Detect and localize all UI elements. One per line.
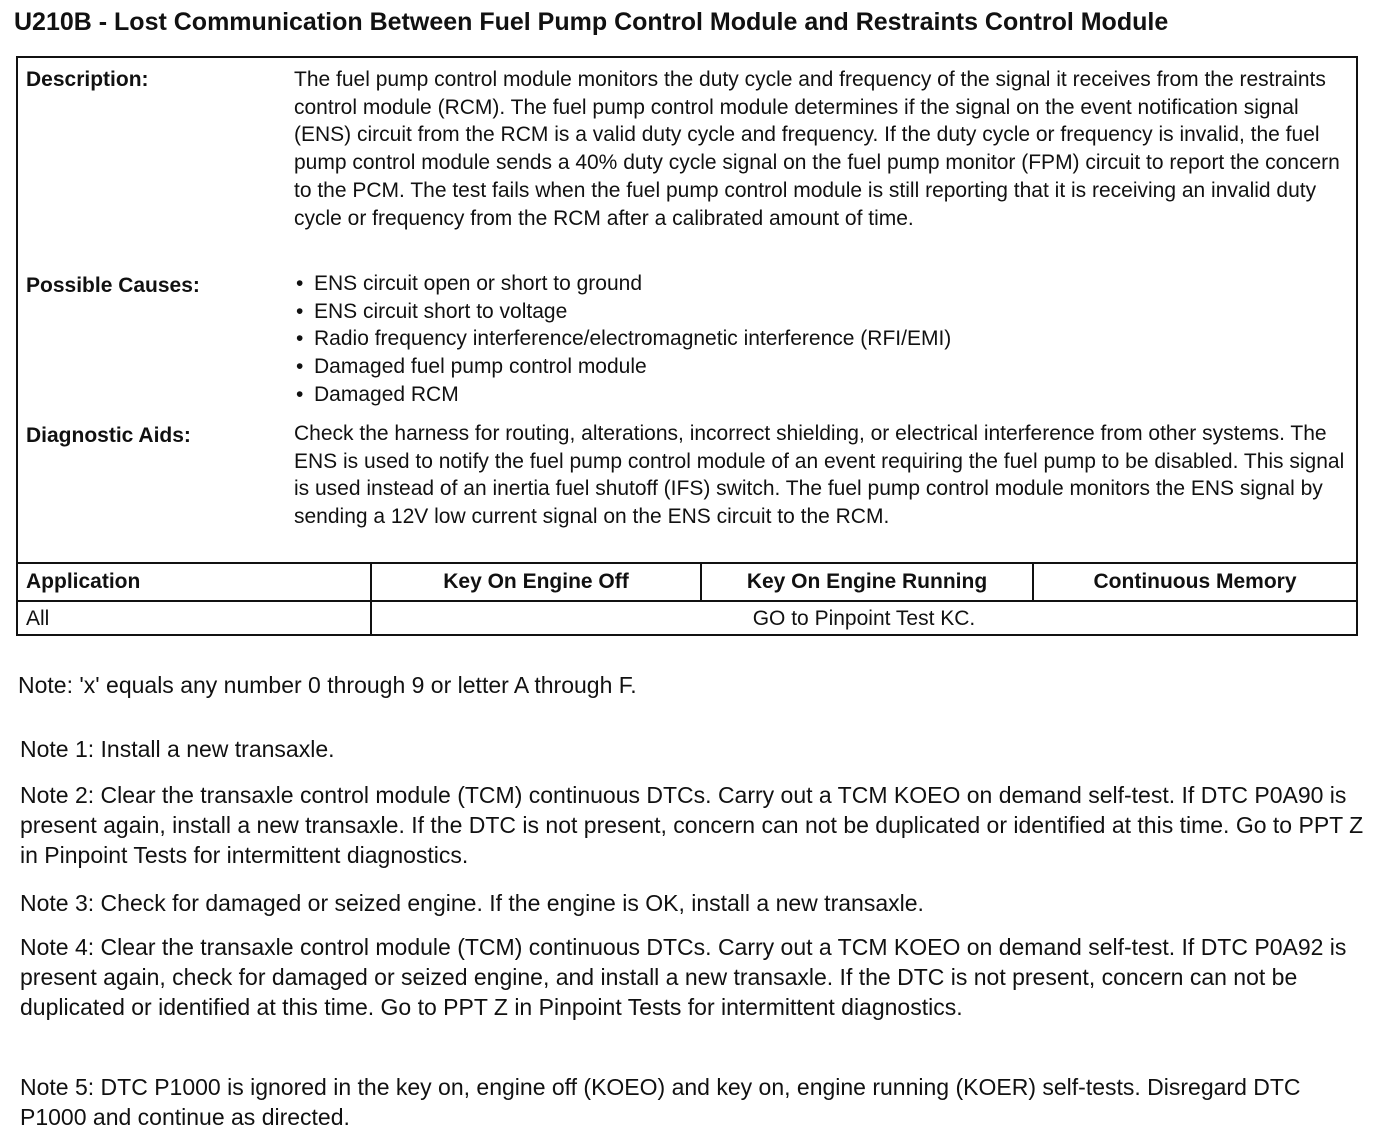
cause-item: • Damaged RCM xyxy=(294,381,1346,409)
cell-application: All xyxy=(26,607,50,630)
note-1: Note 1: Install a new transaxle. xyxy=(20,736,335,762)
dtc-info-box xyxy=(16,56,1358,636)
cause-item: • ENS circuit short to voltage xyxy=(294,298,1346,326)
description-label: Description: xyxy=(26,68,149,91)
cause-item: • Damaged fuel pump control module xyxy=(294,353,1346,381)
note-x: Note: 'x' equals any number 0 through 9 or letter A through F. xyxy=(18,672,637,698)
pinpoint-test-link[interactable]: GO to Pinpoint Test KC. xyxy=(752,607,976,630)
possible-causes-list xyxy=(294,270,1346,409)
header-application: Application xyxy=(26,570,141,593)
application-table-header xyxy=(18,562,1356,600)
note-3: Note 3: Check for damaged or seized engine. If the engine is OK, install a new transaxle. xyxy=(20,890,924,916)
table-row xyxy=(18,600,1356,636)
note-2: Note 2: Clear the transaxle control module (TCM) continuous DTCs. Carry out a TCM KOEO on demand self-test. If DTC P0A90 is present again, install a new transaxle. If the DTC is not present, concern can not be duplicated or identified at this time. Go to PPT Z in Pinpoint Tests for intermittent diagnostics. xyxy=(20,782,1364,868)
note-4: Note 4: Clear the transaxle control module (TCM) continuous DTCs. Carry out a TCM KOEO on demand self-test. If DTC P0A92 is present again, check for damaged or seized engine, and install a new transaxle. If the DTC is not present, concern can not be duplicated or identified at this time. Go to PPT Z in Pinpoint Tests for intermittent diagnostics. xyxy=(20,934,1347,1020)
note-5: Note 5: DTC P1000 is ignored in the key on, engine off (KOEO) and key on, engine running (KOER) self-tests. Disregard DTC P1000 and continue as directed. xyxy=(20,1074,1301,1130)
description-text: The fuel pump control module monitors the duty cycle and frequency of the signal it receives from the restraints control module (RCM). The fuel pump control module determines if the signal on the event notification signal (ENS) circuit from the RCM is a valid duty cycle and frequency. If the duty cycle or frequency is invalid, the fuel pump control module sends a 40% duty cycle signal on the fuel pump monitor (FPM) circuit to report the concern to the PCM. The test fails when the fuel pump control module is still reporting that it is receiving an invalid duty cycle or frequency from the RCM after a calibrated amount of time. xyxy=(294,68,1340,230)
diagnostic-aids-label: Diagnostic Aids: xyxy=(26,424,191,447)
diagnostic-aids-text: Check the harness for routing, alterations, incorrect shielding, or electrical interference from other systems. The ENS is used to notify the fuel pump control module of an event requiring the fuel pump to be disabled. This signal is used instead of an inertia fuel shutoff (IFS) switch. The fuel pump control module monitors the ENS signal by sending a 12V low current signal on the ENS circuit to the RCM. xyxy=(294,422,1345,529)
header-koer: Key On Engine Running xyxy=(746,570,988,593)
header-continuous-memory: Continuous Memory xyxy=(1093,570,1297,593)
cause-item: • Radio frequency interference/electromagnetic interference (RFI/EMI) xyxy=(294,325,1346,353)
possible-causes-list-wrap xyxy=(294,270,1346,409)
header-koeo: Key On Engine Off xyxy=(443,570,629,593)
cause-item: • ENS circuit open or short to ground xyxy=(294,270,1346,298)
possible-causes-label: Possible Causes: xyxy=(26,274,200,297)
page-title: U210B - Lost Communication Between Fuel Pump Control Module and Restraints Control Module xyxy=(14,8,1169,36)
